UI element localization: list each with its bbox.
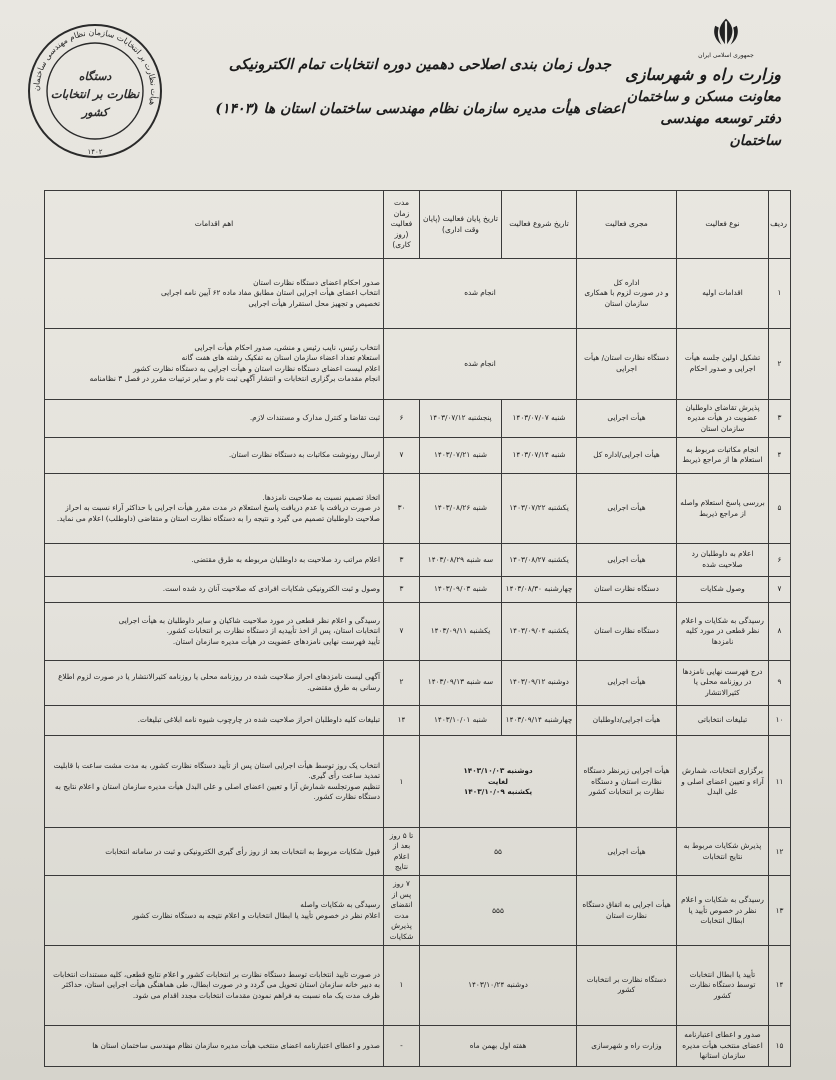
activity-end-date: یکشنبه ۱۴۰۳/۰۹/۱۱ (420, 603, 502, 660)
activity-type: رسیدگی به شکایات و اعلام نظر قطعی در مورد کلیه نامزدها (677, 603, 769, 660)
activity-type: پذیرش شکایات مربوط به نتایج انتخابات (677, 828, 769, 876)
activity-actions: رسیدگی به شکایات واصله اعلام نظر در خصوص تأیید یا ابطال انتخابات و اعلام نتیجه به دستگاه نظارت کشور (45, 876, 384, 946)
table-header-row (45, 191, 791, 259)
emblem-caption: جمهوری اسلامی ایران (698, 52, 754, 59)
activity-duration: ۱ (384, 736, 420, 828)
document-title (210, 50, 630, 124)
row-number: ۶ (769, 543, 791, 576)
activity-actions: تبلیغات کلیه داوطلبان احراز صلاحیت شده در چارچوب شیوه نامه ابلاغی تبلیغات. (45, 705, 384, 736)
table-row (45, 328, 791, 400)
activity-end-date: شنبه ۱۴۰۳/۰۸/۲۶ (420, 474, 502, 544)
activity-executor: اداره کل و در صورت لزوم با همکاری سازمان استان (577, 259, 677, 329)
activity-duration: ۶ (384, 400, 420, 437)
activity-end-date: سه شنبه ۱۴۰۳/۰۹/۱۳ (420, 660, 502, 705)
activity-start-date: یکشنبه ۱۴۰۳/۰۸/۲۷ (502, 543, 577, 576)
activity-duration: - (384, 1025, 420, 1066)
activity-duration: ۷ (384, 437, 420, 474)
activity-executor: هیأت اجرایی (577, 400, 677, 437)
table-row (45, 437, 791, 474)
activity-actions: قبول شکایات مربوط به انتخابات بعد از روز رأی گیری الکترونیکی و ثبت در سامانه انتخابات (45, 828, 384, 876)
activity-start-date: دوشنبه ۱۴۰۳/۰۹/۱۲ (502, 660, 577, 705)
ministry-line: دفتر توسعه مهندسی ساختمان (660, 111, 781, 149)
activity-period: انجام شده (384, 328, 577, 400)
activity-start-date: چهارشنبه ۱۴۰۳/۰۹/۱۴ (502, 705, 577, 736)
table-row (45, 474, 791, 544)
seal-year: ۱۴۰۲ (87, 148, 103, 156)
seal-center-top: دستگاه (78, 70, 112, 83)
activity-type: پذیرش تقاضای داوطلبان عضویت در هیأت مدیره سازمان استان (677, 400, 769, 437)
activity-start-date: چهارشنبه ۱۴۰۳/۰۸/۳۰ (502, 576, 577, 603)
activity-end-date: شنبه ۱۴۰۳/۱۰/۰۱ (420, 705, 502, 736)
row-number: ۱۰ (769, 705, 791, 736)
table-row (45, 736, 791, 828)
col-header-duration: مدت زمان فعالیت (روز کاری) (384, 191, 420, 259)
col-header-actions: اهم اقدامات (45, 191, 384, 259)
activity-actions: انتخاب رئیس، نایب رئیس و منشی، صدور احکام هیأت اجرایی استعلام تعداد اعضاء سازمان استان به تفکیک رشته های هفت گانه اعلام لیست اعضای دستگاه نظارت استان و هیأت اجرایی به دستگاه نظارت کشور انجام مقدمات برگزاری انتخابات و انتشار آگهی ثبت نام و سایر ترتیبات مقرر در فصل ۳ نظامنامه (45, 328, 384, 400)
col-header-row-no: ردیف (769, 191, 791, 259)
activity-type: برگزاری انتخابات، شمارش آراء و تعیین اعضای اصلی و علی البدل (677, 736, 769, 828)
activity-duration: ۱۴ (384, 705, 420, 736)
ministry-line: معاونت مسکن و ساختمان (626, 89, 781, 105)
row-number: ۲ (769, 328, 791, 400)
activity-executor: دستگاه نظارت استان (577, 576, 677, 603)
ministry-line: وزارت راه و شهرسازی (625, 65, 781, 84)
oversight-seal-stamp (24, 20, 166, 162)
activity-actions: رسیدگی و اعلام نظر قطعی در مورد صلاحیت شاکیان و سایر داوطلبان به هیأت اجرایی انتخابات استان، پس از اخذ تأییدیه از دستگاه نظارت بر انتخابات کشور. تأیید فهرست نهایی نامزدهای عضویت در هیأت مدیره سازمان استان. (45, 603, 384, 660)
schedule-table (44, 190, 791, 1067)
document-header (0, 0, 836, 175)
row-number: ۸ (769, 603, 791, 660)
row-number: ۱۱ (769, 736, 791, 828)
row-number: ۹ (769, 660, 791, 705)
col-header-end: تاریخ پایان فعالیت (پایان وقت اداری) (420, 191, 502, 259)
row-number: ۱۴ (769, 946, 791, 1026)
activity-period: انجام شده (384, 259, 577, 329)
activity-executor: هیأت اجرایی (577, 660, 677, 705)
table-row (45, 705, 791, 736)
table-row (45, 603, 791, 660)
table-row (45, 1025, 791, 1066)
activity-period: دوشنبه ۱۴۰۳/۱۰/۰۳ لغایت یکشنبه ۱۴۰۳/۱۰/۰۹ (420, 736, 577, 828)
activity-start-date: شنبه ۱۴۰۳/۰۷/۱۴ (502, 437, 577, 474)
row-number: ۱۳ (769, 876, 791, 946)
activity-period: دوشنبه ۱۴۰۳/۱۰/۲۴ (420, 946, 577, 1026)
col-header-start: تاریخ شروع فعالیت (502, 191, 577, 259)
row-number: ۷ (769, 576, 791, 603)
table-row (45, 660, 791, 705)
activity-type: تبلیغات انتخاباتی (677, 705, 769, 736)
activity-actions: وصول و ثبت الکترونیکی شکایات افرادی که صلاحیت آنان رد شده است. (45, 576, 384, 603)
activity-actions: صدور احکام اعضای دستگاه نظارت استان انتخاب اعضای هیأت اجرایی استان مطابق مفاد ماده ۶۲ آیین نامه اجرایی تخصیص و تجهیز محل استقرار هیأت اجرایی (45, 259, 384, 329)
activity-duration: ۳۰ (384, 474, 420, 544)
activity-executor: دستگاه نظارت استان/ هیأت اجرایی (577, 328, 677, 400)
activity-type: اقدامات اولیه (677, 259, 769, 329)
activity-type: تأیید یا ابطال انتخابات توسط دستگاه نظارت کشور (677, 946, 769, 1026)
activity-executor: هیأت اجرایی/داوطلبان (577, 705, 677, 736)
activity-duration: ۳ (384, 543, 420, 576)
activity-executor: هیأت اجرایی (577, 828, 677, 876)
title-line-2: اعضای هیأت مدیره سازمان نظام مهندسی ساختمان استان ها (۱۴۰۳) (215, 101, 625, 117)
activity-end-date: شنبه ۱۴۰۳/۰۷/۲۱ (420, 437, 502, 474)
activity-end-date: سه شنبه ۱۴۰۳/۰۸/۲۹ (420, 543, 502, 576)
table-row (45, 946, 791, 1026)
col-header-type: نوع فعالیت (677, 191, 769, 259)
activity-duration: ۷ (384, 603, 420, 660)
table-row (45, 576, 791, 603)
activity-duration: ۳ (384, 576, 420, 603)
activity-type: بررسی پاسخ استعلام واصله از مراجع ذیربط (677, 474, 769, 544)
table-row (45, 543, 791, 576)
activity-period: ۵۵ (420, 828, 577, 876)
activity-executor: دستگاه نظارت بر انتخابات کشور (577, 946, 677, 1026)
activity-executor: وزارت راه و شهرسازی (577, 1025, 677, 1066)
col-header-exec: مجری فعالیت (577, 191, 677, 259)
row-number: ۱ (769, 259, 791, 329)
activity-actions: اعلام مراتب رد صلاحیت به داوطلبان مربوطه به طرق مقتضی. (45, 543, 384, 576)
activity-duration: ۱ (384, 946, 420, 1026)
row-number: ۳ (769, 400, 791, 437)
activity-type: انجام مکاتبات مربوط به استعلام ها از مراجع ذیربط (677, 437, 769, 474)
table-row (45, 259, 791, 329)
activity-duration: تا ۵ روز بعد از اعلام نتایج (384, 828, 420, 876)
activity-start-date: یکشنبه ۱۴۰۳/۰۷/۲۲ (502, 474, 577, 544)
activity-start-date: شنبه ۱۴۰۳/۰۷/۰۷ (502, 400, 577, 437)
activity-type: اعلام به داوطلبان رد صلاحیت شده (677, 543, 769, 576)
iran-emblem-icon (708, 14, 744, 52)
table-row (45, 828, 791, 876)
activity-duration: ۷ روز پس از انقضای مدت پذیرش شکایات (384, 876, 420, 946)
seal-ring-text: هیأت نظارت بر انتخابات سازمان نظام مهندسی ساختمان (31, 27, 159, 107)
activity-type: درج فهرست نهایی نامزدها در روزنامه محلی یا کثیرالانتشار (677, 660, 769, 705)
activity-end-date: پنجشنبه ۱۴۰۳/۰۷/۱۲ (420, 400, 502, 437)
activity-actions: اتخاذ تصمیم نسبت به صلاحیت نامزدها. در صورت دریافت یا عدم دریافت پاسخ استعلام در مدت مقرر هیأت اجرایی با حداکثر آراء نسبت به احراز صلاحیت داوطلبان تصمیم می گیرد و نتیجه را به دستگاه نظارت استان و متقاضی (داوطلب) اعلام می نماید. (45, 474, 384, 544)
seal-center-bottom: کشور (81, 106, 109, 119)
activity-actions: انتخاب یک روز توسط هیأت اجرایی استان پس از تأیید دستگاه نظارت کشور، به مدت مشت ساعت با قابلیت تمدید ساعت رأی گیری. تنظیم صورتجلسه شمارش آرا و تعیین اعضای اصلی و علی البدل هیأت مدیره سازمان استان و اعلام نتایج به دستگاه نظارت کشور. (45, 736, 384, 828)
activity-actions: ثبت تقاضا و کنترل مدارک و مستندات لازم. (45, 400, 384, 437)
activity-actions: ارسال رونوشت مکاتبات به دستگاه نظارت استان. (45, 437, 384, 474)
activity-executor: هیأت اجرایی/اداره کل (577, 437, 677, 474)
activity-type: رسیدگی به شکایات و اعلام نظر در خصوص تأیید یا ابطال انتخابات (677, 876, 769, 946)
activity-start-date: یکشنبه ۱۴۰۳/۰۹/۰۴ (502, 603, 577, 660)
activity-executor: هیأت اجرایی (577, 543, 677, 576)
activity-actions: در صورت تایید انتخابات توسط دستگاه نظارت بر انتخابات کشور و اعلام نتایج قطعی، کلیه مستندات انتخابات به دبیر خانه سازمان استان تحویل می گردد و در صورت ابطال، طی هماهنگی هیأت اجرایی استان، حداکثر ظرف مدت یک ماه نسبت به فراهم نمودن مقدمات انتخابات مجدد اقدام می شود. (45, 946, 384, 1026)
table-row (45, 876, 791, 946)
activity-executor: هیأت اجرایی (577, 474, 677, 544)
row-number: ۵ (769, 474, 791, 544)
ministry-name (611, 64, 781, 152)
activity-type: صدور و اعطای اعتبارنامه اعضای منتخب هیأت مدیره سازمان استانها (677, 1025, 769, 1066)
activity-duration: ۲ (384, 660, 420, 705)
row-number: ۱۲ (769, 828, 791, 876)
title-line-1: جدول زمان بندی اصلاحی دهمین دوره انتخابات تمام الکترونیکی (228, 56, 612, 73)
activity-executor: هیأت اجرایی زیرنظر دستگاه نظارت استان و دستگاه نظارت بر انتخابات کشور (577, 736, 677, 828)
activity-actions: صدور و اعطای اعتبارنامه اعضای منتخب هیأت مدیره سازمان نظام مهندسی ساختمان استان ها (45, 1025, 384, 1066)
activity-executor: دستگاه نظارت استان (577, 603, 677, 660)
row-number: ۴ (769, 437, 791, 474)
activity-actions: آگهی لیست نامزدهای احراز صلاحیت شده در روزنامه محلی یا روزنامه کثیرالانتشار یا در صورت لزوم اطلاع رسانی به طرق مقتضی. (45, 660, 384, 705)
activity-end-date: شنبه ۱۴۰۳/۰۹/۰۳ (420, 576, 502, 603)
activity-period: ۵۵۵ (420, 876, 577, 946)
row-number: ۱۵ (769, 1025, 791, 1066)
seal-center-mid: نظارت بر انتخابات (50, 87, 140, 101)
activity-period: هفته اول بهمن ماه (420, 1025, 577, 1066)
activity-executor: هیأت اجرایی به اتفاق دستگاه نظارت استان (577, 876, 677, 946)
table-row (45, 400, 791, 437)
activity-type: تشکیل اولین جلسه هیأت اجرایی و صدور احکام (677, 328, 769, 400)
activity-type: وصول شکایات (677, 576, 769, 603)
